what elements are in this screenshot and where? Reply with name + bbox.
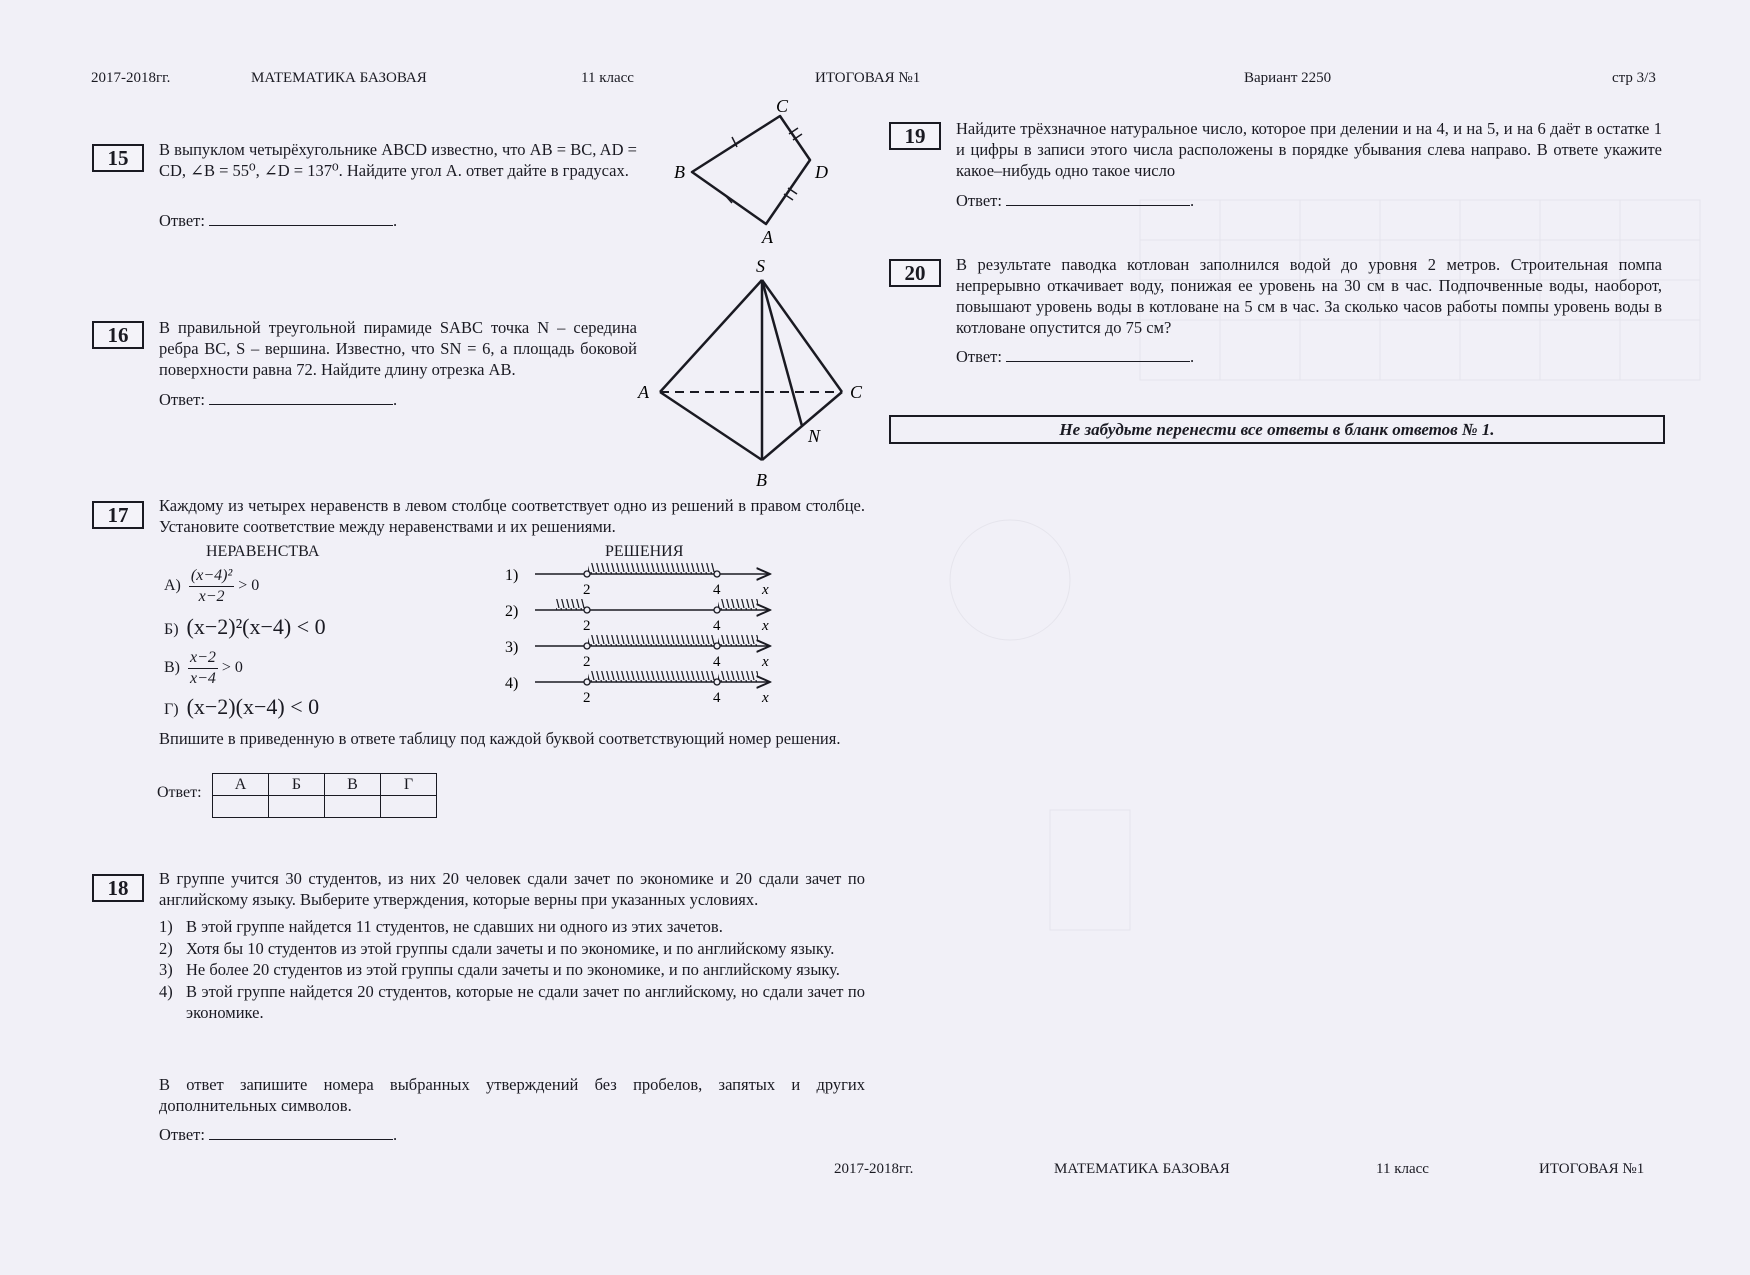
solution-3-label: 3) — [505, 639, 519, 656]
answer-blank[interactable] — [1006, 189, 1190, 206]
answer-label: Ответ: — [159, 211, 205, 230]
answer-field-15[interactable]: Ответ: . — [159, 211, 398, 230]
inequality-g — [164, 694, 319, 720]
inequality-a-relation: > 0 — [238, 577, 260, 595]
point-n-label: N — [808, 426, 821, 446]
solution-2 — [505, 599, 770, 634]
solutions-number-lines — [500, 560, 790, 710]
answer-field-16[interactable]: Ответ: . — [159, 390, 398, 409]
header-year: 2017-2018гг. — [91, 70, 171, 86]
solution-3 — [505, 635, 770, 670]
vertex-c-label: C — [850, 382, 863, 402]
solution-1-point-a: 2 — [583, 582, 591, 598]
question-18-statements — [159, 916, 865, 1024]
table-header-v: В — [325, 774, 381, 796]
answer-label: Ответ: — [956, 191, 1002, 210]
pyramid-sabc-figure — [630, 252, 870, 492]
inequality-b-label: Б) — [164, 621, 179, 638]
list-item: 3) Не более 20 студентов из этой группы сдали зачеты и по экономике, и по английскому языку. — [159, 960, 840, 979]
solution-3-point-b: 4 — [713, 654, 721, 670]
answer-field-20[interactable]: Ответ: . — [956, 347, 1195, 366]
answer-field-19[interactable]: Ответ: . — [956, 191, 1195, 210]
inequality-a-denominator: x−2 — [198, 588, 225, 605]
question-15-text: В выпуклом четырёхугольнике ABCD известно, что AB = BC, AD = CD, ∠B = 55⁰, ∠D = 137⁰. Найдите угол A. ответ дайте в градусах. — [159, 140, 637, 180]
inequality-v-numerator: x−2 — [188, 648, 218, 669]
solution-1-label: 1) — [505, 567, 519, 584]
inequality-a-label: А) — [164, 577, 181, 595]
answer-blank[interactable] — [1006, 345, 1190, 362]
solution-2-point-b: 4 — [713, 618, 721, 634]
inequality-v-relation: > 0 — [221, 659, 243, 677]
solution-2-label: 2) — [505, 603, 519, 620]
solution-1-point-b: 4 — [713, 582, 721, 598]
vertex-b-label: B — [674, 162, 685, 182]
header-exam: ИТОГОВАЯ №1 — [815, 70, 921, 86]
table-header-g: Г — [381, 774, 437, 796]
question-20-text: В результате паводка котлован заполнился водой до уровня 2 метров. Строительная помпа непрерывно откачивает воду, понижая ее уровень на 30 см в час. Подпочвенные воды, наоборот, повышают уровень воды в котловане на 5 см в час. За сколько часов работы помпы уровень воды в котловане опустится до 75 см? — [956, 255, 1662, 337]
vertex-b-label: B — [756, 470, 767, 490]
solution-4-label: 4) — [505, 675, 519, 692]
question-19-text: Найдите трёхзначное натуральное число, которое при делении и на 4, и на 5, и на 6 даёт в остатке 1 и цифры в записи этого числа расположены в порядке убывания слева направо. В ответе укажите какое–нибудь одно такое число — [956, 119, 1662, 180]
solution-2-point-a: 2 — [583, 618, 591, 634]
answer-cell-v[interactable] — [325, 796, 381, 818]
inequality-b-expression: (x−2)²(x−4) < 0 — [186, 614, 326, 639]
question-16-text: В правильной треугольной пирамиде SABC точка N – середина ребра BC, S – вершина. Известно, что SN = 6, а площадь боковой поверхности равна 72. Найдите длину отрезка AB. — [159, 318, 637, 379]
solution-4-axis: x — [762, 690, 769, 706]
footer-year: 2017-2018гг. — [834, 1161, 914, 1177]
answer-cell-a[interactable] — [213, 796, 269, 818]
answer-label: Ответ: — [956, 347, 1002, 366]
solution-3-axis: x — [762, 654, 769, 670]
solution-3-point-a: 2 — [583, 654, 591, 670]
answer-blank[interactable] — [209, 209, 393, 226]
vertex-c-label: C — [776, 100, 789, 116]
question-number-17: 17 — [92, 501, 144, 529]
quadrilateral-abcd-figure — [670, 100, 850, 250]
footer-exam: ИТОГОВАЯ №1 — [1539, 1161, 1645, 1177]
question-number-18: 18 — [92, 874, 144, 902]
answer-field-18[interactable]: Ответ: . — [159, 1125, 398, 1144]
inequalities-column-title: НЕРАВЕНСТВА — [206, 543, 320, 560]
question-number-20: 20 — [889, 259, 941, 287]
question-17-text: Каждому из четырех неравенств в левом столбце соответствует одно из решений в правом столбце. Установите соответствие между неравенствами и их решениями. — [159, 496, 865, 536]
inequality-g-expression: (x−2)(x−4) < 0 — [186, 694, 320, 719]
inequality-g-label: Г) — [164, 701, 179, 718]
vertex-a-label: A — [762, 227, 773, 247]
bleed-through-texture — [890, 110, 1750, 1010]
question-number-19: 19 — [889, 122, 941, 150]
list-item: 1) В этой группе найдется 11 студентов, не сдавших ни одного из этих зачетов. — [159, 917, 723, 936]
solution-4-point-a: 2 — [583, 690, 591, 706]
header-page: стр 3/3 — [1612, 70, 1656, 86]
solution-4-point-b: 4 — [713, 690, 721, 706]
answer-cell-b[interactable] — [269, 796, 325, 818]
inequality-v-label: В) — [164, 659, 180, 677]
header-variant: Вариант 2250 — [1244, 70, 1332, 86]
reminder-box: Не забудьте перенести все ответы в бланк ответов № 1. — [889, 415, 1665, 444]
list-item: 2) Хотя бы 10 студентов из этой группы сдали зачеты и по экономике, и по английскому языку. — [159, 938, 835, 958]
answer-cell-g[interactable] — [381, 796, 437, 818]
list-item: 4) В этой группе найдется 20 студентов, которые не сдали зачет по английскому, но сдали зачет по экономике. — [159, 981, 865, 1022]
question-number-15: 15 — [92, 144, 144, 172]
solution-1 — [505, 563, 770, 598]
vertex-s-label: S — [756, 256, 765, 276]
inequality-a-numerator: (x−4)² — [189, 566, 234, 587]
solutions-column-title: РЕШЕНИЯ — [605, 543, 684, 560]
inequality-v — [164, 648, 243, 689]
footer-grade: 11 класс — [1376, 1161, 1429, 1177]
solution-2-axis: x — [762, 618, 769, 634]
question-18-instruction: В ответ запишите номера выбранных утверждений без пробелов, запятых и других дополнительных символов. — [159, 1075, 865, 1115]
inequality-a — [164, 566, 259, 607]
answer-blank[interactable] — [209, 388, 393, 405]
answer-blank[interactable] — [209, 1123, 393, 1140]
header-subject: МАТЕМАТИКА БАЗОВАЯ — [251, 70, 427, 86]
header-grade: 11 класс — [581, 70, 634, 86]
question-17-instruction: Впишите в приведенную в ответе таблицу под каждой буквой соответствующий номер решения. — [159, 729, 841, 748]
vertex-a-label: A — [638, 382, 649, 402]
table-header-a: А — [213, 774, 269, 796]
answer-table-17 — [212, 773, 437, 818]
solution-1-axis: x — [762, 582, 769, 598]
answer-label: Ответ: — [159, 390, 205, 409]
solution-4 — [505, 671, 770, 706]
answer-label: Ответ: — [159, 1125, 205, 1144]
table-header-b: Б — [269, 774, 325, 796]
answer-label-17: Ответ: — [157, 784, 202, 801]
inequality-b — [164, 614, 326, 640]
question-18-text: В группе учится 30 студентов, из них 20 человек сдали зачет по экономике и 20 сдали зачет по английскому языку. Выберите утверждения, которые верны при указанных условиях. — [159, 869, 865, 909]
inequality-v-denominator: x−4 — [190, 670, 216, 687]
footer-subject: МАТЕМАТИКА БАЗОВАЯ — [1054, 1161, 1230, 1177]
question-number-16: 16 — [92, 321, 144, 349]
vertex-d-label: D — [815, 162, 828, 182]
